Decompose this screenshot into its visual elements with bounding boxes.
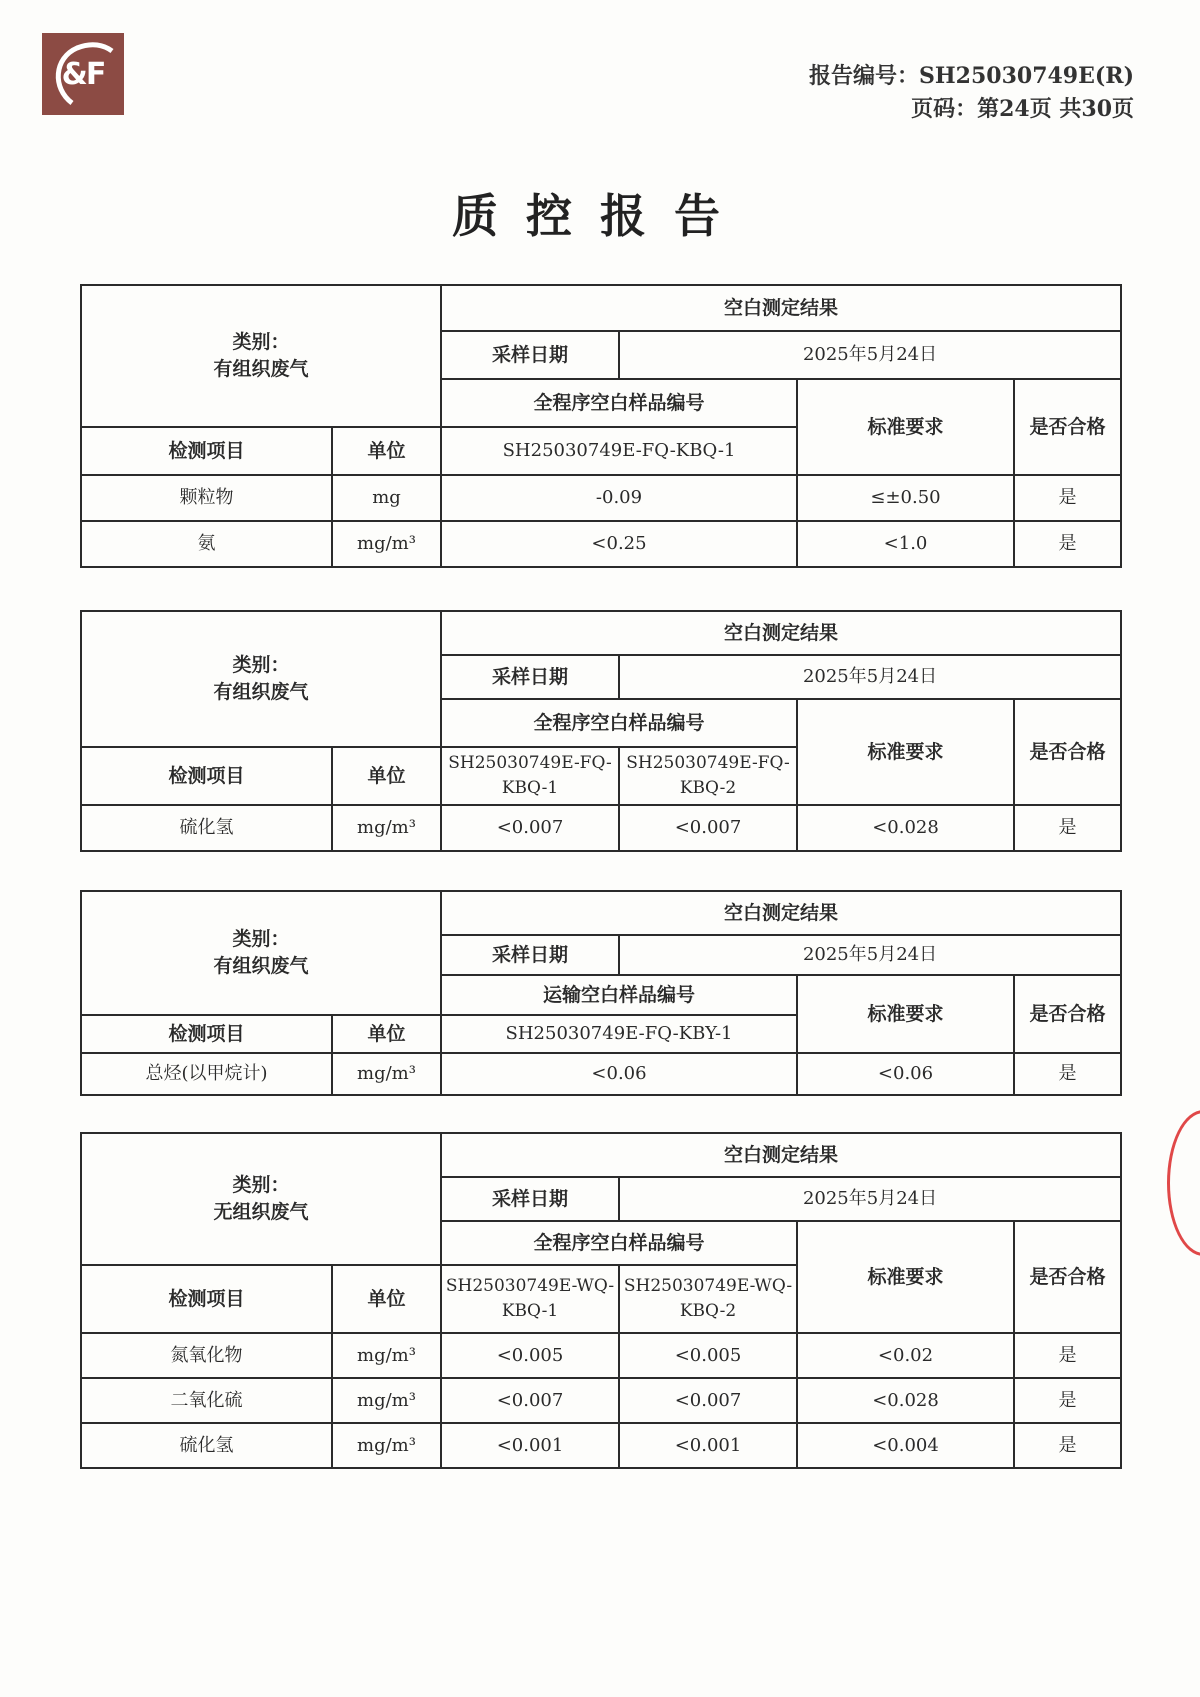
- blank-value-2: <0.007: [619, 1378, 797, 1423]
- item-name: 颗粒物: [81, 475, 332, 521]
- table-row: [81, 1333, 1121, 1378]
- company-logo: [42, 33, 124, 115]
- unit: mg/m³: [332, 1053, 441, 1095]
- category-prefix: 类别：: [232, 654, 290, 676]
- table-row: [81, 521, 1121, 567]
- qualified-value: 是: [1014, 475, 1121, 521]
- sample-id-2: SH25030749E-WQ-KBQ-2: [619, 1265, 797, 1333]
- category-cell: [81, 1133, 441, 1265]
- standard-value: <0.02: [797, 1333, 1014, 1378]
- standard-value: <0.028: [797, 1378, 1014, 1423]
- blank-value-1: <0.005: [441, 1333, 619, 1378]
- item-name: 氨: [81, 521, 332, 567]
- category-prefix: 类别：: [232, 928, 290, 950]
- unit: mg/m³: [332, 521, 441, 567]
- table-row: [81, 1423, 1121, 1468]
- category-prefix: 类别：: [232, 331, 290, 353]
- category-cell: [81, 285, 441, 427]
- report-number: 报告编号：SH25030749E(R): [808, 63, 1134, 89]
- sample-id: SH25030749E-FQ-KBQ-1: [441, 427, 797, 475]
- qualified-header: 是否合格: [1014, 379, 1121, 475]
- category-value: 有组织废气: [213, 358, 309, 380]
- standard-header: 标准要求: [797, 379, 1014, 475]
- sampling-date-label: 采样日期: [441, 655, 619, 699]
- category-prefix: 类别：: [232, 1174, 290, 1196]
- qc-table-2: [80, 610, 1122, 852]
- qualified-value: 是: [1014, 1333, 1121, 1378]
- item-name: 二氧化硫: [81, 1378, 332, 1423]
- qualified-header: 是否合格: [1014, 975, 1121, 1053]
- blank-result-header: 空白测定结果: [441, 285, 1121, 331]
- item-header: 检测项目: [81, 1265, 332, 1333]
- standard-value: <0.028: [797, 805, 1014, 851]
- category-value: 有组织废气: [213, 681, 309, 703]
- qualified-header: 是否合格: [1014, 1221, 1121, 1333]
- sample-id: SH25030749E-FQ-KBY-1: [441, 1015, 797, 1053]
- unit: mg/m³: [332, 805, 441, 851]
- standard-value: <0.06: [797, 1053, 1014, 1095]
- standard-value: ≤±0.50: [797, 475, 1014, 521]
- category-value: 有组织废气: [213, 955, 309, 977]
- sample-id-1: SH25030749E-WQ-KBQ-1: [441, 1265, 619, 1333]
- full-blank-no-label: 全程序空白样品编号: [441, 379, 797, 427]
- unit: mg/m³: [332, 1423, 441, 1468]
- transport-blank-no-label: 运输空白样品编号: [441, 975, 797, 1015]
- page-title: 质控报告: [452, 189, 748, 243]
- sampling-date-label: 采样日期: [441, 331, 619, 379]
- category-cell: [81, 891, 441, 1015]
- unit-header: 单位: [332, 1265, 441, 1333]
- unit-header: 单位: [332, 1015, 441, 1053]
- seal-stamp-edge: [1167, 1110, 1200, 1256]
- blank-result-header: 空白测定结果: [441, 891, 1121, 935]
- sample-id-1: SH25030749E-FQ-KBQ-1: [441, 747, 619, 805]
- blank-value-2: <0.007: [619, 805, 797, 851]
- item-name: 氮氧化物: [81, 1333, 332, 1378]
- category-cell: [81, 611, 441, 747]
- item-name: 总烃(以甲烷计): [81, 1053, 332, 1095]
- qualified-value: 是: [1014, 1423, 1121, 1468]
- blank-value-2: <0.005: [619, 1333, 797, 1378]
- qualified-value: 是: [1014, 1053, 1121, 1095]
- unit: mg/m³: [332, 1378, 441, 1423]
- sampling-date-value: 2025年5月24日: [619, 1177, 1121, 1221]
- table-row: [81, 1378, 1121, 1423]
- table-row: [81, 805, 1121, 851]
- standard-header: 标准要求: [797, 1221, 1014, 1333]
- standard-header: 标准要求: [797, 699, 1014, 805]
- unit: mg/m³: [332, 1333, 441, 1378]
- unit-header: 单位: [332, 427, 441, 475]
- blank-value-1: <0.007: [441, 1378, 619, 1423]
- sampling-date-label: 采样日期: [441, 935, 619, 975]
- unit-header: 单位: [332, 747, 441, 805]
- blank-result-header: 空白测定结果: [441, 1133, 1121, 1177]
- blank-value: -0.09: [441, 475, 797, 521]
- standard-value: <0.004: [797, 1423, 1014, 1468]
- sampling-date-value: 2025年5月24日: [619, 935, 1121, 975]
- sampling-date-value: 2025年5月24日: [619, 331, 1121, 379]
- blank-value-2: <0.001: [619, 1423, 797, 1468]
- qc-table-4: [80, 1132, 1122, 1469]
- blank-value-1: <0.001: [441, 1423, 619, 1468]
- blank-result-header: 空白测定结果: [441, 611, 1121, 655]
- qualified-value: 是: [1014, 805, 1121, 851]
- item-name: 硫化氢: [81, 1423, 332, 1468]
- qc-table-3: [80, 890, 1122, 1096]
- item-header: 检测项目: [81, 747, 332, 805]
- logo-letters: &F: [61, 56, 105, 92]
- standard-header: 标准要求: [797, 975, 1014, 1053]
- qc-table-1: [80, 284, 1122, 568]
- qualified-header: 是否合格: [1014, 699, 1121, 805]
- qualified-value: 是: [1014, 521, 1121, 567]
- standard-value: <1.0: [797, 521, 1014, 567]
- unit: mg: [332, 475, 441, 521]
- sampling-date-value: 2025年5月24日: [619, 655, 1121, 699]
- table-row: [81, 475, 1121, 521]
- item-header: 检测项目: [81, 427, 332, 475]
- category-value: 无组织废气: [213, 1201, 309, 1223]
- page-number: 页码：第24页 共30页: [911, 96, 1134, 122]
- blank-value-1: <0.007: [441, 805, 619, 851]
- full-blank-no-label: 全程序空白样品编号: [441, 1221, 797, 1265]
- full-blank-no-label: 全程序空白样品编号: [441, 699, 797, 747]
- blank-value: <0.06: [441, 1053, 797, 1095]
- item-name: 硫化氢: [81, 805, 332, 851]
- item-header: 检测项目: [81, 1015, 332, 1053]
- blank-value: <0.25: [441, 521, 797, 567]
- report-header: [809, 60, 1134, 126]
- qualified-value: 是: [1014, 1378, 1121, 1423]
- sampling-date-label: 采样日期: [441, 1177, 619, 1221]
- table-row: [81, 1053, 1121, 1095]
- sample-id-2: SH25030749E-FQ-KBQ-2: [619, 747, 797, 805]
